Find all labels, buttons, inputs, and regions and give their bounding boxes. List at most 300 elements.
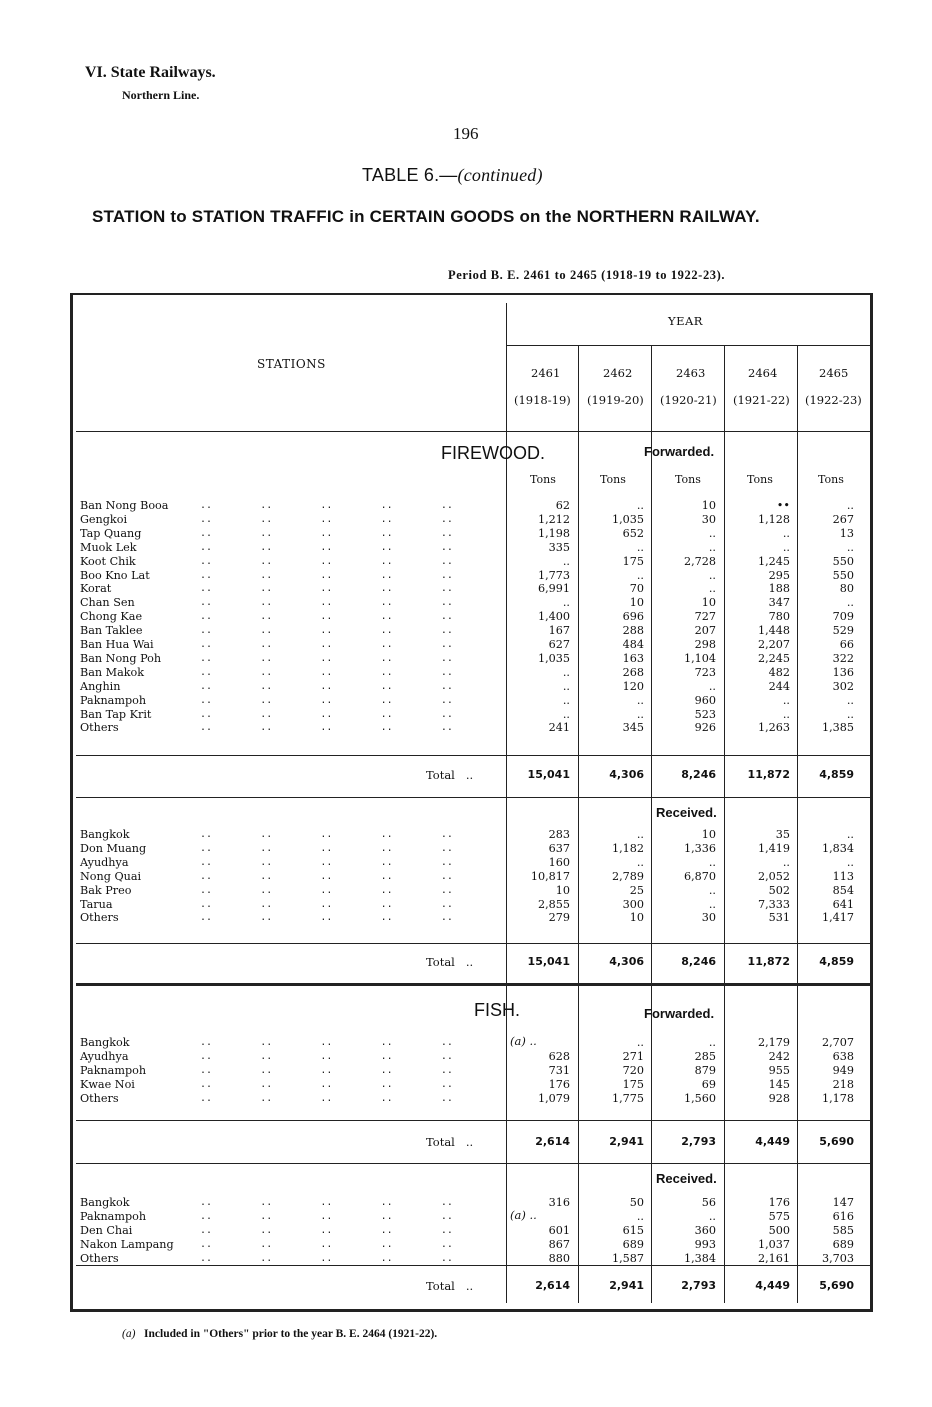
year-ad-2464: (1921-22) (733, 393, 790, 407)
total-cell: 4,859 (819, 768, 854, 781)
value-cell: 69 (701, 1077, 716, 1091)
value-cell: 928 (768, 1091, 790, 1105)
value-cell: 175 (622, 554, 644, 568)
total-cell: 8,246 (681, 955, 716, 968)
table-row (70, 569, 870, 583)
value-cell: 720 (622, 1063, 644, 1077)
value-cell: 500 (768, 1223, 790, 1237)
value-cell: 1,417 (821, 911, 854, 925)
leader-dots: .. .. .. .. .. (200, 639, 453, 650)
value-cell: 347 (768, 596, 790, 610)
value-cell: 1,775 (611, 1091, 644, 1105)
value-cell: .. (708, 897, 716, 911)
station-name: Den Chai (80, 1223, 133, 1237)
value-cell: .. (846, 693, 854, 707)
value-cell: .. (782, 693, 790, 707)
table-row (70, 541, 870, 555)
col-rule-3 (724, 345, 725, 1303)
value-cell: 1,104 (683, 651, 716, 665)
leader-dots: .. .. .. .. .. (200, 898, 453, 910)
table-continued: (continued) (457, 165, 543, 185)
value-cell: 50 (629, 1196, 644, 1209)
value-cell: .. (636, 693, 644, 707)
value-cell: 2,179 (757, 1036, 790, 1049)
total-cell: 2,614 (535, 1135, 570, 1148)
station-name: Ban Nong Booa (80, 499, 169, 512)
table-row (70, 610, 870, 624)
value-cell: .. (636, 855, 644, 869)
year-ad-2461: (1918-19) (514, 393, 571, 407)
value-cell: 1,198 (537, 526, 570, 540)
leader-dots: .. .. .. .. .. (200, 527, 453, 539)
value-cell: .. (846, 499, 854, 512)
table-row (70, 898, 870, 912)
value-cell: 302 (832, 679, 854, 693)
table-left-border (70, 293, 73, 1312)
value-cell: 960 (694, 693, 716, 707)
unit-col-2: Tons (675, 473, 701, 486)
station-name: Others (80, 721, 119, 735)
value-cell: 7,333 (757, 897, 790, 911)
value-cell: .. (562, 707, 570, 721)
value-cell: 80 (839, 582, 854, 596)
value-cell: 113 (832, 869, 854, 883)
footnote (122, 1328, 437, 1340)
station-name: Paknampoh (80, 1063, 147, 1077)
table-row (70, 638, 870, 652)
fi-rec-rule (76, 1163, 870, 1164)
value-cell: 523 (694, 707, 716, 721)
fish-forwarded-label: Forwarded. (644, 1006, 715, 1021)
value-cell: 10,817 (530, 869, 570, 883)
leader-dots: .. .. .. .. .. (200, 597, 453, 609)
value-cell: 2,707 (821, 1036, 854, 1049)
value-cell: .. (708, 1036, 716, 1049)
unit-col-0: Tons (530, 473, 556, 486)
total-cell: 5,690 (819, 1279, 854, 1292)
leader-dots: .. .. .. .. .. (200, 652, 453, 664)
table-bottom-border (70, 1309, 873, 1312)
leader-dots: .. .. .. .. .. (200, 870, 453, 882)
value-cell: 575 (768, 1209, 790, 1223)
table-row (70, 708, 870, 722)
value-cell: 147 (832, 1196, 854, 1209)
value-cell: 70 (629, 582, 644, 596)
value-cell: 601 (548, 1223, 570, 1237)
fish-section-rule (76, 983, 870, 986)
station-name: Ban Taklee (80, 624, 143, 638)
total-cell: 11,872 (747, 768, 790, 781)
value-cell: 35 (775, 828, 790, 841)
section-title: VI. State Railways. (85, 64, 216, 81)
year-be-2462: 2462 (603, 366, 633, 380)
value-cell: .. (708, 679, 716, 693)
total-text: Total (426, 955, 455, 969)
value-cell: 176 (768, 1196, 790, 1209)
value-cell: 1,834 (821, 841, 854, 855)
value-cell: .. (636, 1209, 644, 1223)
total-cell: 5,690 (819, 1135, 854, 1148)
value-cell: 709 (832, 610, 854, 624)
station-name: Others (80, 1251, 119, 1265)
value-cell: 1,128 (757, 512, 790, 526)
fish-forwarded-total (70, 1134, 870, 1150)
total-text: Total (426, 768, 455, 782)
value-cell: 1,035 (537, 651, 570, 665)
year-ad-2463: (1920-21) (660, 393, 717, 407)
total-text: Total (426, 1135, 455, 1149)
year-be-2465: 2465 (819, 366, 849, 380)
value-cell: 2,728 (683, 554, 716, 568)
station-name: Gengkoi (80, 512, 128, 526)
leader-dots: .. .. .. .. .. (200, 1210, 453, 1222)
value-cell: 1,245 (757, 554, 790, 568)
value-cell: 2,855 (537, 897, 570, 911)
value-cell: .. (782, 707, 790, 721)
table-row (70, 1036, 870, 1050)
traffic-table (70, 293, 873, 1313)
value-cell: 727 (694, 610, 716, 624)
value-cell: .. (708, 540, 716, 554)
value-cell: 241 (548, 721, 570, 735)
leader-dots: .. .. .. .. .. (200, 1224, 453, 1236)
value-cell: 2,207 (757, 638, 790, 651)
total-label (426, 954, 473, 970)
leader-dots: .. .. .. .. .. (200, 694, 453, 706)
value-cell: .. (562, 554, 570, 568)
value-cell: 627 (548, 638, 570, 651)
value-cell: 1,773 (537, 568, 570, 582)
table-row (70, 1224, 870, 1238)
value-cell: 188 (768, 582, 790, 596)
value-cell: .. (636, 828, 644, 841)
total-cell: 2,793 (681, 1279, 716, 1292)
leader-dots: .. .. .. .. .. (200, 555, 453, 567)
value-cell: .. (636, 1036, 644, 1049)
value-cell: .. (782, 526, 790, 540)
total-cell: 11,872 (747, 955, 790, 968)
value-cell: 268 (622, 665, 644, 679)
value-cell: 163 (622, 651, 644, 665)
total-cell: 2,941 (609, 1279, 644, 1292)
col-rule-4 (797, 345, 798, 1303)
value-cell: 10 (629, 596, 644, 610)
value-cell: 616 (832, 1209, 854, 1223)
value-cell: 167 (548, 624, 570, 638)
value-cell: 279 (548, 911, 570, 925)
fish-heading: FISH. (474, 1000, 521, 1020)
table-row (70, 721, 870, 735)
value-cell: .. (782, 855, 790, 869)
table-row (70, 1092, 870, 1106)
station-name: Paknampoh (80, 1209, 147, 1223)
fi-fwd-total-rule (76, 1120, 870, 1121)
station-name: Bangkok (80, 1196, 130, 1209)
value-cell: 283 (548, 828, 570, 841)
value-cell: 10 (701, 596, 716, 610)
leader-dots: .. .. .. .. .. (200, 722, 453, 734)
value-cell: 502 (768, 883, 790, 897)
fish-received-note: (a) .. (510, 1208, 537, 1222)
leader-dots: .. .. .. .. .. (200, 842, 453, 854)
value-cell: .. (636, 707, 644, 721)
leader-dots: .. .. .. .. .. (200, 611, 453, 623)
value-cell: .. (846, 828, 854, 841)
value-cell: 345 (622, 721, 644, 735)
station-name: Ayudhya (80, 855, 129, 869)
firewood-forwarded-total (70, 767, 870, 783)
fish-received-total (70, 1278, 870, 1294)
table-row (70, 499, 870, 513)
value-cell: .. (562, 693, 570, 707)
value-cell: 731 (548, 1063, 570, 1077)
value-cell: 854 (832, 883, 854, 897)
value-cell: 696 (622, 610, 644, 624)
leader-dots: .. .. .. .. .. (200, 1238, 453, 1250)
value-cell: 1,560 (683, 1091, 716, 1105)
value-cell: 993 (694, 1237, 716, 1251)
value-cell: 288 (622, 624, 644, 638)
value-cell: 300 (622, 897, 644, 911)
value-cell: .. (708, 582, 716, 596)
total-cell: 2,793 (681, 1135, 716, 1148)
station-name: Nong Quai (80, 869, 142, 883)
station-name: Chong Kae (80, 610, 143, 624)
table-top-border (70, 293, 873, 295)
total-label (426, 767, 473, 783)
table-row (70, 694, 870, 708)
table-right-border (870, 293, 873, 1312)
station-name: Tarua (80, 897, 113, 911)
table-row (70, 527, 870, 541)
year-ad-2462: (1919-20) (587, 393, 644, 407)
station-name: Ban Hua Wai (80, 638, 154, 651)
value-cell: 316 (548, 1196, 570, 1209)
value-cell: .. (846, 540, 854, 554)
leader-dots: .. .. .. .. .. (200, 513, 453, 525)
year-divider (506, 345, 870, 346)
value-cell: 641 (832, 897, 854, 911)
table-row (70, 828, 870, 842)
fw-fwd-total-rule (76, 755, 870, 756)
value-cell: 1,212 (537, 512, 570, 526)
unit-col-4: Tons (818, 473, 844, 486)
leader-dots: .. .. .. .. .. (200, 708, 453, 720)
table-row (70, 1078, 870, 1092)
value-cell: .. (636, 499, 644, 512)
value-cell: 484 (622, 638, 644, 651)
table-row (70, 596, 870, 610)
value-cell: 585 (832, 1223, 854, 1237)
value-cell: 780 (768, 610, 790, 624)
value-cell: 66 (839, 638, 854, 651)
fi-rec-total-rule (76, 1265, 870, 1266)
fish-forwarded-note: (a) .. (510, 1034, 537, 1048)
station-name: Paknampoh (80, 693, 147, 707)
table-row (70, 582, 870, 596)
unit-col-3: Tons (747, 473, 773, 486)
station-name: Others (80, 1091, 119, 1105)
value-cell: 1,400 (537, 610, 570, 624)
value-cell: 880 (548, 1251, 570, 1265)
fish-received-label: Received. (656, 1171, 717, 1186)
value-cell: 615 (622, 1223, 644, 1237)
table-number-label: TABLE 6.— (362, 165, 458, 185)
firewood-received-label: Received. (656, 805, 717, 820)
value-cell: .. (846, 855, 854, 869)
value-cell: .. (636, 568, 644, 582)
value-cell: 25 (629, 883, 644, 897)
value-cell: 949 (832, 1063, 854, 1077)
station-name: Bangkok (80, 828, 130, 841)
unit-col-1: Tons (600, 473, 626, 486)
table-row (70, 1210, 870, 1224)
value-cell: 218 (832, 1077, 854, 1091)
table-row (70, 513, 870, 527)
value-cell: 550 (832, 568, 854, 582)
value-cell: 2,245 (757, 651, 790, 665)
total-cell: 2,941 (609, 1135, 644, 1148)
value-cell: 550 (832, 554, 854, 568)
table-row (70, 842, 870, 856)
value-cell: .. (562, 596, 570, 610)
value-cell: 1,587 (611, 1251, 644, 1265)
value-cell: 62 (555, 499, 570, 512)
leader-dots: .. .. .. .. .. (200, 569, 453, 581)
leader-dots: .. .. .. .. .. (200, 500, 453, 511)
col-rule-2 (651, 345, 652, 1303)
leader-dots: .. .. .. .. .. (200, 1092, 453, 1104)
value-cell: 271 (622, 1049, 644, 1063)
leader-dots: .. .. .. .. .. (200, 583, 453, 595)
leader-dots: .. .. .. .. .. (200, 1050, 453, 1062)
value-cell: 10 (555, 883, 570, 897)
value-cell: 926 (694, 721, 716, 735)
page-number: 196 (453, 124, 479, 143)
total-cell: 4,449 (755, 1135, 790, 1148)
stations-header: STATIONS (257, 357, 326, 371)
table-row (70, 911, 870, 925)
leader-dots: .. .. .. .. .. (200, 1037, 453, 1048)
value-cell: 56 (701, 1196, 716, 1209)
value-cell: 652 (622, 526, 644, 540)
value-cell: 298 (694, 638, 716, 651)
table-row (70, 666, 870, 680)
leader-dots: .. .. .. .. .. (200, 666, 453, 678)
table-row (70, 652, 870, 666)
value-cell: 1,385 (821, 721, 854, 735)
total-text: Total (426, 1279, 455, 1293)
value-cell: 531 (768, 911, 790, 925)
value-cell: 120 (622, 679, 644, 693)
station-name: Tap Quang (80, 526, 142, 540)
value-cell: .. (708, 526, 716, 540)
col-rule-1 (578, 345, 579, 1303)
value-cell: .. (708, 883, 716, 897)
value-cell: 1,037 (757, 1237, 790, 1251)
value-cell: 136 (832, 665, 854, 679)
station-name: Chan Sen (80, 596, 135, 610)
station-name: Koot Chik (80, 554, 136, 568)
value-cell: 207 (694, 624, 716, 638)
year-be-2464: 2464 (748, 366, 778, 380)
year-ad-2465: (1922-23) (805, 393, 862, 407)
total-cell: 8,246 (681, 768, 716, 781)
value-cell: 529 (832, 624, 854, 638)
station-name: Muok Lek (80, 540, 137, 554)
year-header: YEAR (668, 314, 703, 328)
station-name: Nakon Lampang (80, 1237, 174, 1251)
value-cell: 244 (768, 679, 790, 693)
value-cell: .. (708, 855, 716, 869)
value-cell: .. (562, 679, 570, 693)
leader-dots: .. .. .. .. .. (200, 1252, 453, 1264)
table-row (70, 1196, 870, 1210)
value-cell: 175 (622, 1077, 644, 1091)
total-dots: .. (465, 1135, 474, 1149)
leader-dots: .. .. .. .. .. (200, 625, 453, 637)
leader-dots: .. .. .. .. .. (200, 829, 453, 840)
station-name: Kwae Noi (80, 1077, 135, 1091)
table-row (70, 555, 870, 569)
value-cell: 628 (548, 1049, 570, 1063)
total-cell: 4,306 (609, 955, 644, 968)
value-cell: 242 (768, 1049, 790, 1063)
year-be-2461: 2461 (531, 366, 561, 380)
value-cell: 638 (832, 1049, 854, 1063)
value-cell: .. (708, 568, 716, 582)
value-cell: 637 (548, 841, 570, 855)
subsection-title: Northern Line. (122, 88, 200, 102)
value-cell: 335 (548, 540, 570, 554)
value-cell: 1,384 (683, 1251, 716, 1265)
value-cell: 879 (694, 1063, 716, 1077)
leader-dots: .. .. .. .. .. (200, 1064, 453, 1076)
table-row (70, 1064, 870, 1078)
value-cell: 30 (701, 512, 716, 526)
value-cell: 10 (701, 499, 716, 512)
year-be-2463: 2463 (676, 366, 706, 380)
value-cell: .. (636, 540, 644, 554)
station-name: Bangkok (80, 1036, 130, 1049)
period-note: Period B. E. 2461 to 2465 (1918-19 to 1922-23). (448, 268, 726, 282)
value-cell: .. (846, 596, 854, 610)
total-dots: .. (465, 768, 474, 782)
station-name: Korat (80, 582, 112, 596)
value-cell: 1,182 (611, 841, 644, 855)
value-cell: 2,161 (757, 1251, 790, 1265)
table-row (70, 856, 870, 870)
value-cell: •• (776, 499, 790, 512)
value-cell: 6,991 (537, 582, 570, 596)
station-name: Anghin (80, 679, 121, 693)
table-title: STATION to STATION TRAFFIC in CERTAIN GOODS on the NORTHERN RAILWAY. (92, 207, 760, 226)
total-cell: 4,859 (819, 955, 854, 968)
value-cell: 1,419 (757, 841, 790, 855)
table-row (70, 1252, 870, 1266)
value-cell: 1,035 (611, 512, 644, 526)
value-cell: 295 (768, 568, 790, 582)
total-label (426, 1278, 473, 1294)
value-cell: .. (708, 1209, 716, 1223)
station-name: Ban Tap Krit (80, 707, 152, 721)
table-row (70, 624, 870, 638)
table-row (70, 1050, 870, 1064)
firewood-heading: FIREWOOD. (441, 443, 545, 463)
station-name: Don Muang (80, 841, 147, 855)
value-cell: 285 (694, 1049, 716, 1063)
firewood-received-total (70, 954, 870, 970)
